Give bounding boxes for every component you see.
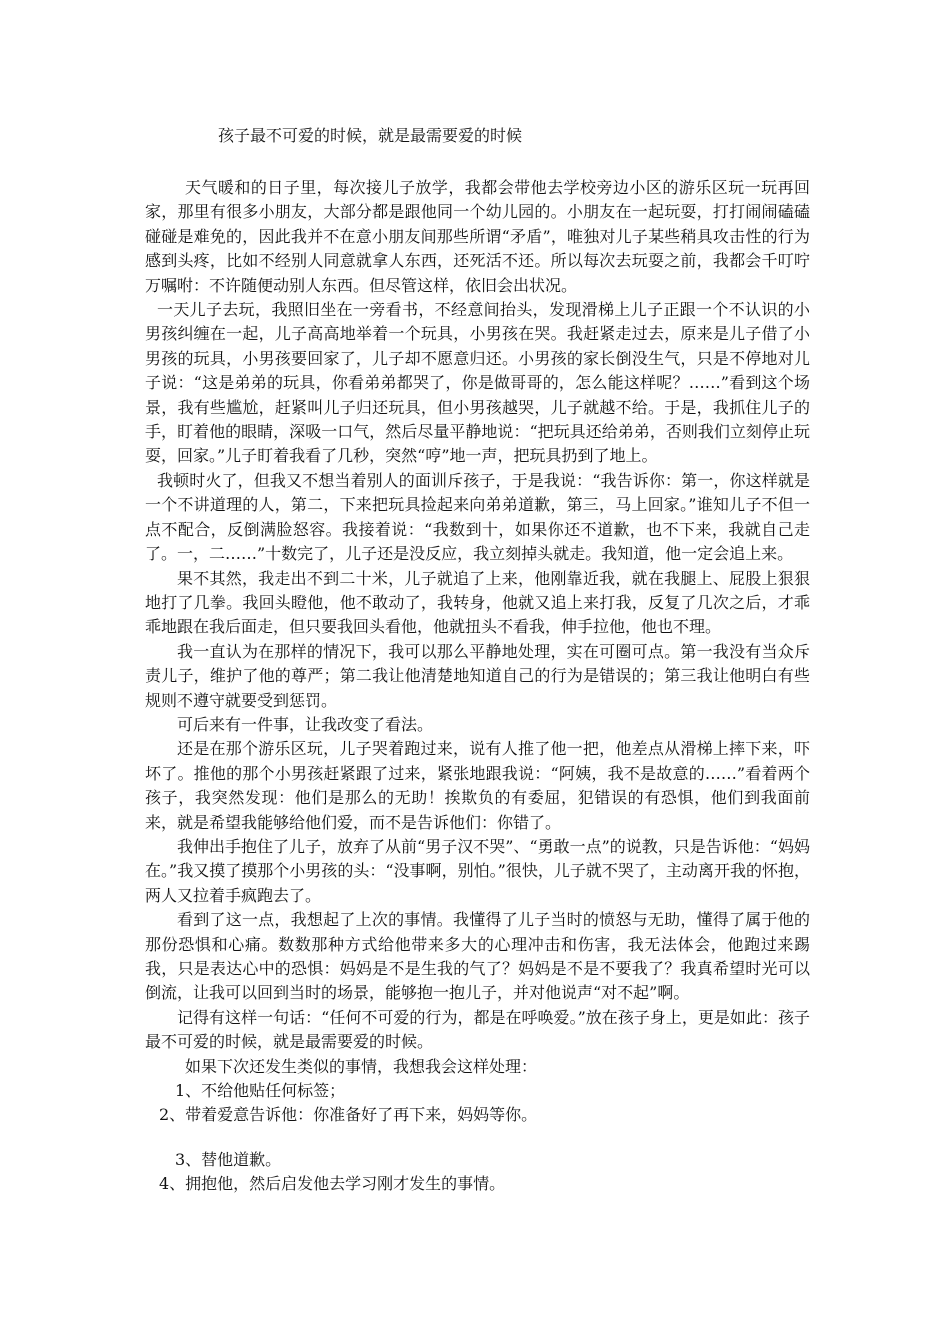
list-item: 1、不给他贴任何标签； <box>175 1081 346 1101</box>
list-item: 2、带着爱意告诉他：你准备好了再下来，妈妈等你。 <box>159 1105 538 1125</box>
document-title: 孩子最不可爱的时候，就是最需要爱的时候 <box>218 126 523 145</box>
paragraph: 记得有这样一句话：“任何不可爱的行为，都是在呼唤爱。”放在孩子身上，更是如此：孩子最不可爱的时候，就是最需要爱的时候。 <box>145 1007 810 1052</box>
list-item: 3、替他道歉。 <box>175 1149 282 1169</box>
document-body <box>145 176 810 1197</box>
list-item: 4、拥抱他，然后启发他去学习刚才发生的事情。 <box>159 1174 506 1194</box>
paragraph: 天气暖和的日子里，每次接儿子放学，我都会带他去学校旁边小区的游乐区玩一玩再回家，那里有很多小朋友，大部分都是跟他同一个幼儿园的。小朋友在一起玩耍，打打闹闹磕磕碰碰是难免的，因此我并不在意小朋友间那些所谓“矛盾”，唯独对儿子某些稍具攻击性的行为感到头疼，比如不经别人同意就拿人东西，还死活不还。所以每次去玩耍之前，我都会千叮咛万嘱咐：不许随便动别人东西。但尽管这样，依旧会出状况。 <box>145 178 810 295</box>
paragraph: 看到了这一点，我想起了上次的事情。我懂得了儿子当时的愤怒与无助，懂得了属于他的那份恐惧和心痛。数数那种方式给他带来多大的心理冲击和伤害，我无法体会，他跑过来踢我，只是表达心中的恐惧：妈妈是不是生我的气了？妈妈是不是不要我了？我真希望时光可以倒流，让我可以回到当时的场景，能够抱一抱儿子，并对他说声“对不起”啊。 <box>145 910 810 1003</box>
paragraph: 我一直认为在那样的情况下，我可以那么平静地处理，实在可圈可点。第一我没有当众斥责儿子，维护了他的尊严；第二我让他清楚地知道自己的行为是错误的；第三我让他明白有些规则不遵守就要受到惩罚。 <box>145 641 810 710</box>
paragraph: 一天儿子去玩，我照旧坐在一旁看书，不经意间抬头，发现滑梯上儿子正跟一个不认识的小男孩纠缠在一起，儿子高高地举着一个玩具，小男孩在哭。我赶紧走过去，原来是儿子借了小男孩的玩具，小男孩要回家了，儿子却不愿意归还。小男孩的家长倒没生气，只是不停地对儿子说：“这是弟弟的玩具，你看弟弟都哭了，你是做哥哥的，怎么能这样呢？……”看到这个场景，我有些尴尬，赶紧叫儿子归还玩具，但小男孩越哭，儿子就越不给。于是，我抓住儿子的手，盯着他的眼睛，深吸一口气，然后尽量平静地说：“把玩具还给弟弟，否则我们立刻停止玩耍，回家。”儿子盯着我看了几秒，突然“哼”地一声，把玩具扔到了地上。 <box>145 300 810 466</box>
paragraph: 还是在那个游乐区玩，儿子哭着跑过来，说有人推了他一把，他差点从滑梯上摔下来，吓坏了。推他的那个小男孩赶紧跟了过来，紧张地跟我说：“阿姨，我不是故意的……”看着两个孩子，我突然发现：他们是那么的无助！挨欺负的有委屈，犯错误的有恐惧，他们到我面前来，就是希望我能够给他们爱，而不是告诉他们：你错了。 <box>145 739 810 832</box>
paragraph: 我伸出手抱住了儿子，放弃了从前“男子汉不哭”、“勇敢一点”的说教，只是告诉他：“妈妈在。”我又摸了摸那个小男孩的头：“没事啊，别怕。”很快，儿子就不哭了，主动离开我的怀抱，两人又拉着手疯跑去了。 <box>145 836 810 905</box>
paragraph: 我顿时火了，但我又不想当着别人的面训斥孩子，于是我说：“我告诉你：第一，你这样就是一个不讲道理的人，第二，下来把玩具捡起来向弟弟道歉，第三，马上回家。”谁知儿子不但一点不配合，反倒满脸怒容。我接着说：“我数到十，如果你还不道歉，也不下来，我就自己走了。一，二……”十数完了，儿子还是没反应，我立刻掉头就走。我知道，他一定会追上来。 <box>145 470 810 564</box>
paragraph: 果不其然，我走出不到二十米，儿子就追了上来，他刚靠近我，就在我腿上、屁股上狠狠地打了几拳。我回头瞪他，他不敢动了，我转身，他就又追上来打我，反复了几次之后，才乖乖地跟在我后面走，但只要我回头看他，他就扭头不看我，伸手拉他，他也不理。 <box>145 568 810 637</box>
paragraph: 可后来有一件事，让我改变了看法。 <box>177 714 434 734</box>
paragraph: 如果下次还发生类似的事情，我想我会这样处理： <box>185 1056 538 1076</box>
